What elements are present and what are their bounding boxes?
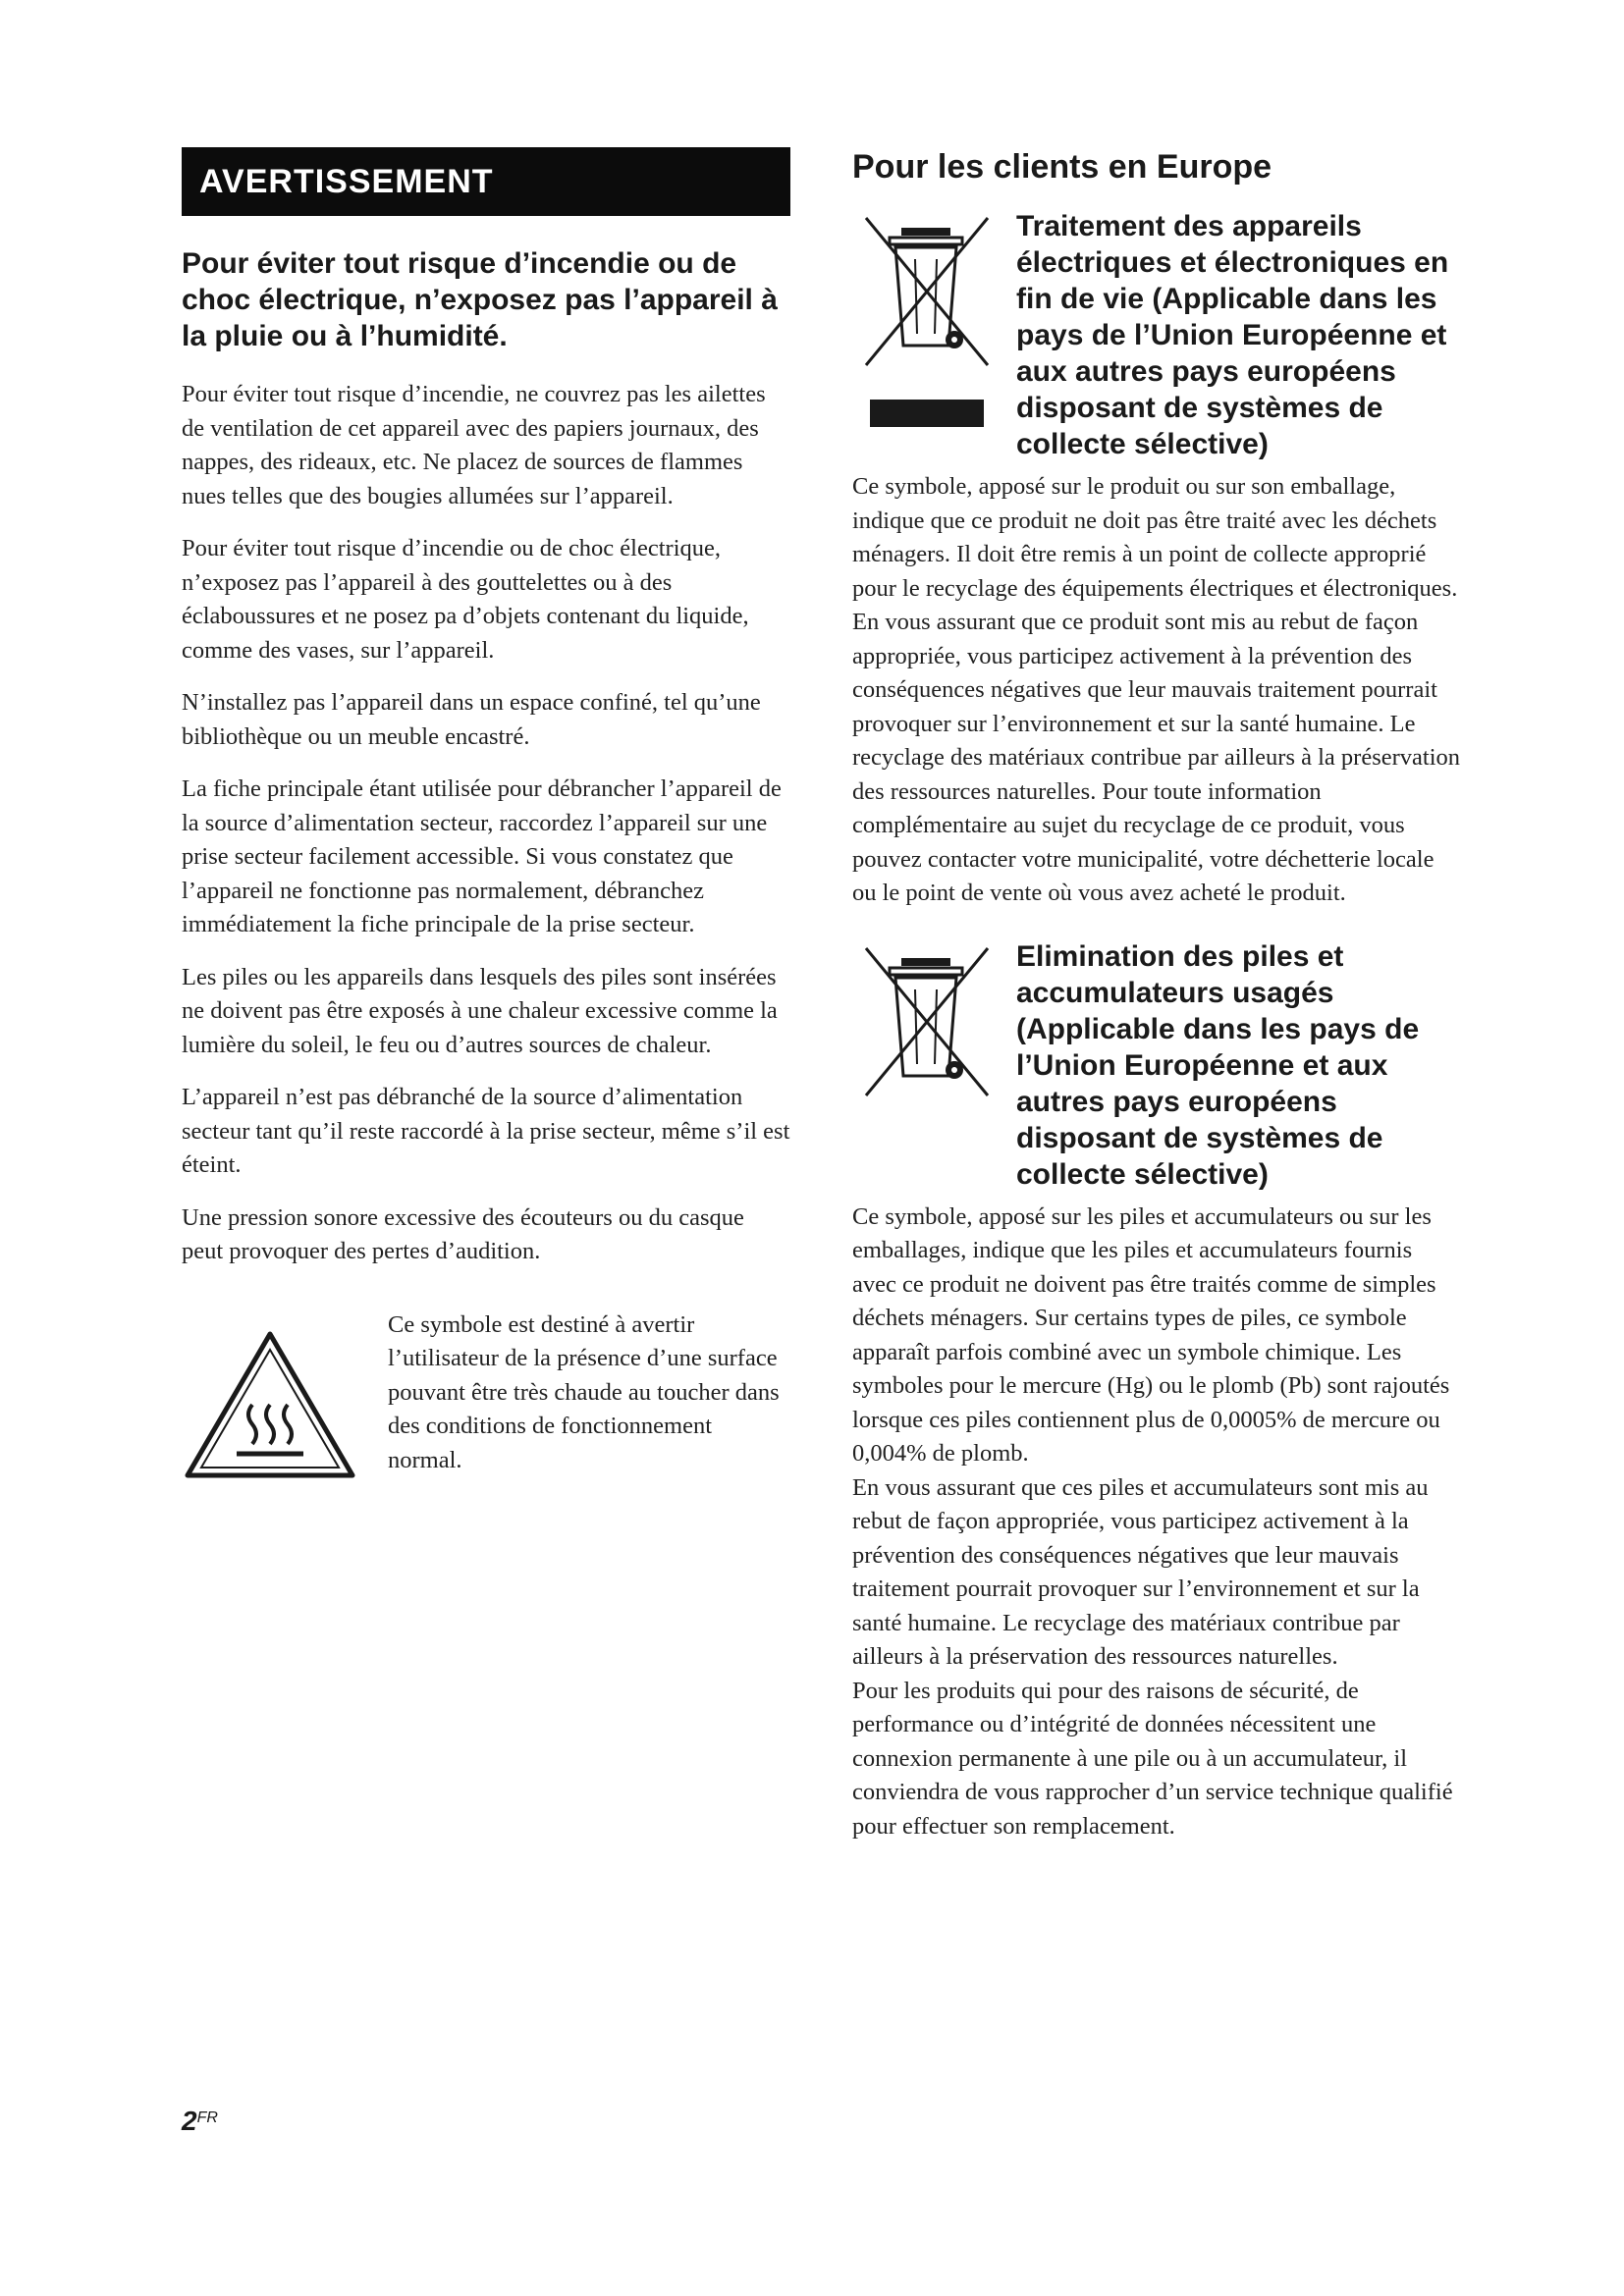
page-number [182, 2106, 218, 2137]
paragraph-batteries-heat: Les piles ou les appareils dans lesquels des piles sont insérées ne doivent pas être exposés à une chaleur excessive comme la lumière du soleil, le feu ou d’autres sources de chaleur. [182, 963, 778, 1058]
paragraph-power-source: L’appareil n’est pas débranché de la source d’alimentation secteur tant qu’il reste raccordé à la prise secteur, même s’il est éteint. [182, 1084, 790, 1178]
weee-title: Traitement des appareils électriques et électroniques en fin de vie (Applicable dans les pays de l’Union Européenne et aux autres pays européens disposant de systèmes de collecte sélective) [1016, 210, 1449, 460]
right-column [852, 147, 1461, 1843]
europe-section-title: Pour les clients en Europe [852, 148, 1272, 186]
paragraph-sound-pressure: Une pression sonore excessive des écouteurs ou du casque peut provoquer des pertes d’audition. [182, 1203, 744, 1264]
warning-banner: AVERTISSEMENT [182, 147, 790, 216]
battery-notice-header [852, 938, 1461, 1193]
battery-body-1: Ce symbole, apposé sur les piles et accumulateurs ou sur les emballages, indique que les piles et accumulateurs fournis avec ce produit ne doivent pas être traités comme de simples déchets ménagers. Sur certains types de piles, ce symbole apparaît parfois combiné avec un symbole chimique. Les symboles pour le mercure (Hg) ou le plomb (Pb) sont rajoutés lorsque ces piles contiennent plus de 0,0005% de mercure ou 0,004% de plomb. [852, 1202, 1450, 1467]
paragraph-main-plug: La fiche principale étant utilisée pour débrancher l’appareil de la source d’alimentation secteur, raccordez l’appareil sur une prise secteur facilement accessible. Si vous constatez que l’appareil ne fonctionne pas normalement, débranchez immédiatement la fiche principale de la prise secteur. [182, 775, 782, 937]
battery-title: Elimination des piles et accumulateurs usagés (Applicable dans les pays de l’Union Européenne et aux autres pays européens disposant de systèmes de collecte sélective) [1016, 939, 1420, 1191]
weee-notice-header [852, 208, 1461, 462]
warning-heading: Pour éviter tout risque d’incendie ou de choc électrique, n’exposez pas l’appareil à la pluie ou à l’humidité. [182, 247, 778, 352]
hot-surface-text: Ce symbole est destiné à avertir l’utilisateur de la présence d’une surface pouvant être très chaude au toucher dans des conditions de fonctionnement normal. [388, 1310, 780, 1473]
hot-surface-warning-icon [182, 1308, 388, 1490]
weee-body: Ce symbole, apposé sur le produit ou sur son emballage, indique que ce produit ne doit pas être traité avec les déchets ménagers. Il doit être remis à un point de collecte approprié pour le recyclage des équipements électriques et électroniques. En vous assurant que ce produit sont mis au rebut de façon appropriée, vous participez activement à la prévention des conséquences négatives que leur mauvais traitement pourrait provoquer sur l’environnement et sur la santé humaine. Le recyclage des matériaux contribue par ailleurs à la préservation des ressources naturelles. Pour toute information complémentaire au sujet du recyclage de ce produit, vous pouvez contacter votre municipalité, votre déchetterie locale ou le point de vente où vous avez acheté le produit. [852, 473, 1461, 906]
paragraph-confined-space: N’installez pas l’appareil dans un espace confiné, tel qu’une bibliothèque ou un meuble encastré. [182, 689, 761, 750]
battery-body-2: En vous assurant que ces piles et accumulateurs sont mis au rebut de façon appropriée, vous participez activement à la prévention des conséquences négatives que leur mauvais traitement pourrait provoquer sur l’environnement et sur la santé humaine. Le recyclage des matériaux contribue par ailleurs à la préservation des ressources naturelles. [852, 1473, 1429, 1670]
crossed-bin-icon [852, 938, 1004, 1193]
battery-body-3: Pour les produits qui pour des raisons de sécurité, de performance ou d’intégrité de données nécessitent une connexion permanente à une pile ou à un accumulateur, il conviendra de vous rapprocher d’un service technique qualifié pour effectuer son remplacement. [852, 1677, 1453, 1840]
paragraph-ventilation: Pour éviter tout risque d’incendie, ne couvrez pas les ailettes de ventilation de cet appareil avec des papiers journaux, des nappes, des rideaux, etc. Ne placez de sources de flammes nues telles que des bougies allumées sur l’appareil. [182, 381, 766, 509]
paragraph-liquids: Pour éviter tout risque d’incendie ou de choc électrique, n’exposez pas l’appareil à des gouttelettes ou à des éclaboussures et ne posez pa d’objets contenant du liquide, comme des vases, sur l’appareil. [182, 535, 749, 664]
page-language-suffix: FR [196, 2109, 218, 2126]
hot-surface-notice [182, 1308, 790, 1490]
page-number-value: 2 [182, 2106, 197, 2136]
left-column [182, 147, 790, 1490]
crossed-bin-icon [852, 208, 1004, 462]
